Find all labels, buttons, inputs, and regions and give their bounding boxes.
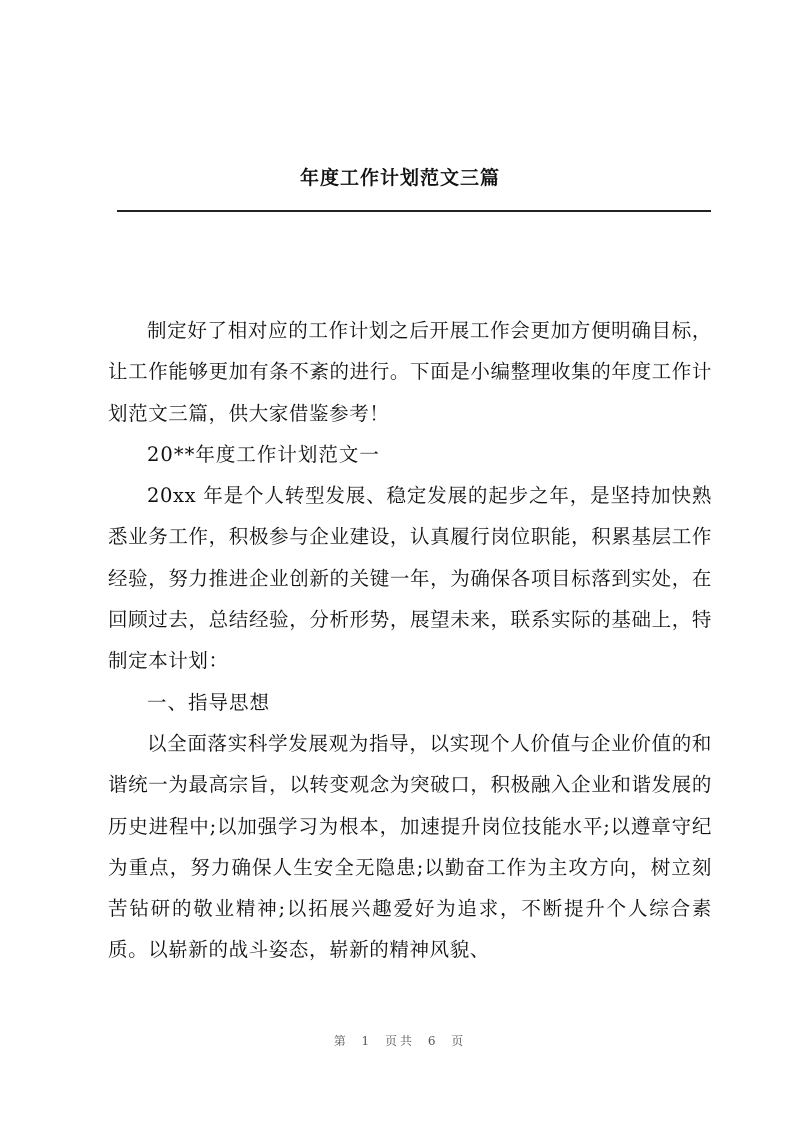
document-title: 年度工作计划范文三篇 [299, 167, 500, 189]
page-number-footer: 第 1 页共 6 页 [333, 1034, 467, 1048]
document-body [108, 310, 712, 971]
intro-paragraph: 制定好了相对应的工作计划之后开展工作会更加方便明确目标，让工作能够更加有条不紊的进行。下面是小编整理收集的年度工作计划范文三篇，供大家借鉴参考！ [108, 319, 712, 425]
title-divider [117, 210, 711, 212]
guiding-ideology-paragraph: 以全面落实科学发展观为指导，以实现个人价值与企业价值的和谐统一为最高宗旨，以转变观念为突破口，积极融入企业和谐发展的历史进程中;以加强学习为根本，加速提升岗位技能水平;以遵章守纪为重点，努力确保人生安全无隐患;以勤奋工作为主攻方向，树立刻苦钻研的敬业精神;以拓展兴趣爱好为追求，不断提升个人综合素质。以崭新的战斗姿态，崭新的精神风貌、 [108, 731, 712, 962]
section-heading-plan-one: 20**年度工作计划范文一 [147, 442, 380, 466]
subsection-heading-guiding-ideology: 一、指导思想 [147, 690, 271, 714]
plan-one-paragraph: 20xx 年是个人转型发展、稳定发展的起步之年，是坚持加快熟悉业务工作，积极参与企业建设，认真履行岗位职能，积累基层工作经验，努力推进企业创新的关键一年，为确保各项目标落到实处，在回顾过去，总结经验，分析形势，展望未来，联系实际的基础上，特制定本计划： [108, 484, 712, 673]
